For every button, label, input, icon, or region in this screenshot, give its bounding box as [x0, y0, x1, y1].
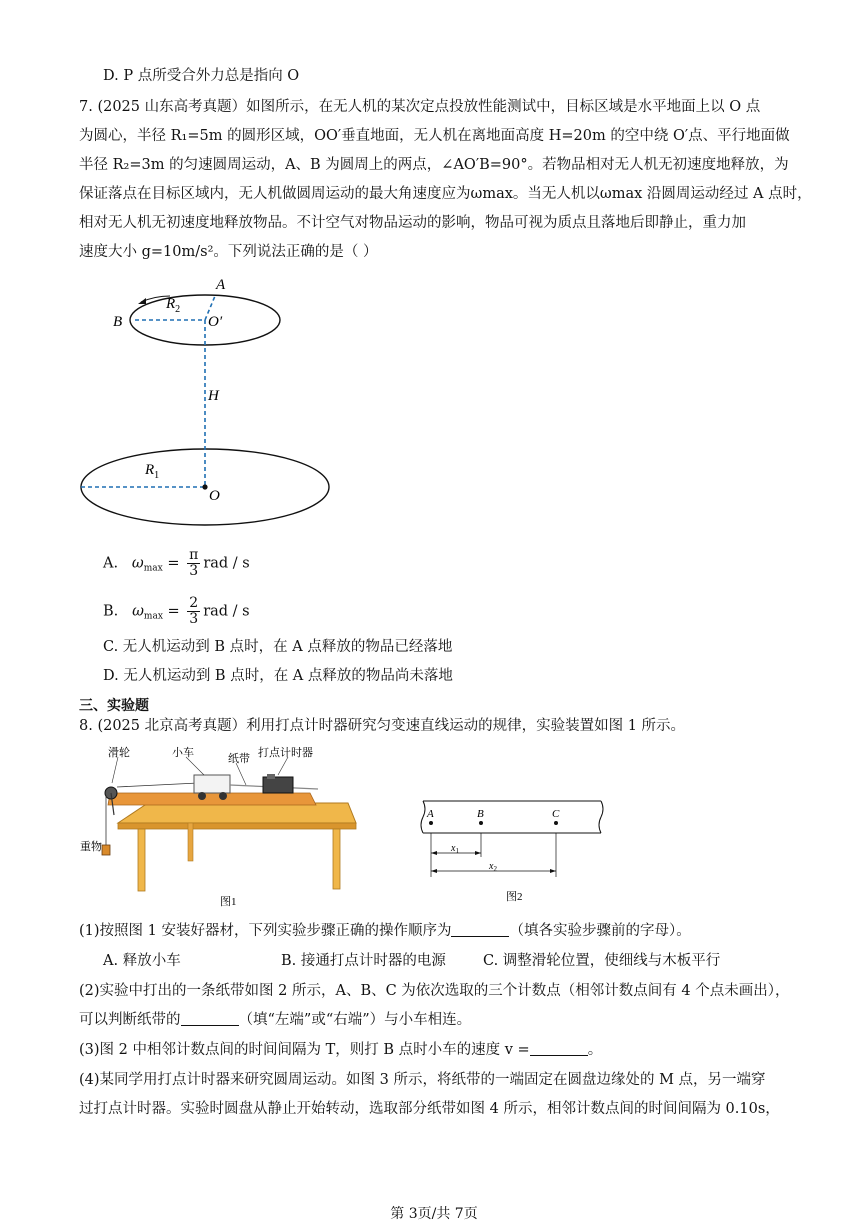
- wooden-board: [108, 793, 316, 805]
- point-c-dot: [554, 821, 558, 825]
- answer-blank-1[interactable]: [451, 922, 509, 937]
- q7-stem-line-4: 保证落点在目标区域内，无人机做圆周运动的最大角速度应为ωmax。当无人机以ωmax 沿圆周运动经过 A 点时，: [79, 186, 812, 202]
- answer-blank-2[interactable]: [181, 1011, 239, 1026]
- cart-wheel: [198, 792, 206, 800]
- q7-stem-line-5: 相对无人机无初速度地释放物品。不计空气对物品运动的影响，物品可视为质点且落地后即静止，重力加: [79, 215, 746, 231]
- arrow-head: [431, 869, 437, 873]
- label-pulley: 滑轮: [108, 747, 130, 759]
- figure-1-caption: 图1: [220, 896, 237, 908]
- q8-part-3: (3)图 2 中相邻计数点间的时间间隔为 T，则打 B 点时小车的速度 v = 。: [79, 1042, 603, 1058]
- section-title-experiment: 三、实验题: [79, 698, 149, 714]
- label-r2: $R_2$: [166, 296, 181, 315]
- arrow-head: [431, 851, 437, 855]
- q7-drone-orbit-diagram: [70, 270, 340, 530]
- q7-option-b: B. $\omega_{max}$ = $\frac{2}{3}$ rad / s: [103, 595, 250, 627]
- table-leg: [333, 829, 340, 889]
- label-oprime: O′: [208, 314, 223, 330]
- tape-left-tear: [421, 801, 425, 833]
- table-leg: [188, 823, 193, 861]
- leader-line: [236, 763, 246, 785]
- label-cart: 小车: [172, 747, 194, 759]
- timer-terminal: [267, 774, 275, 779]
- point-a-dot: [429, 821, 433, 825]
- q7-stem-line-1: 7. (2025 山东高考真题）如图所示，在无人机的某次定点投放性能测试中，目标区域是水平地面上以 O 点: [79, 99, 761, 115]
- string: [117, 783, 198, 787]
- table-top: [118, 803, 356, 823]
- q8-part-4-line-1: (4)某同学用打点计时器来研究圆周运动。如图 3 所示，将纸带的一端固定在圆盘边缘处的 M 点，另一端穿: [79, 1072, 766, 1088]
- figure-2-caption: 图2: [506, 891, 523, 903]
- q8-step-b: B. 接通打点计时器的电源: [281, 953, 446, 969]
- label-x1: $x_1$: [451, 843, 459, 855]
- arrow-head: [475, 851, 481, 855]
- label-a: A: [216, 277, 226, 293]
- rotation-arrow-head: [138, 298, 146, 304]
- label-r1: $R_1$: [145, 462, 160, 481]
- leader-line: [186, 757, 204, 775]
- q8-step-c: C. 调整滑轮位置，使细线与木板平行: [483, 953, 721, 969]
- q8-figure-1-apparatus: [78, 743, 368, 911]
- label-timer: 打点计时器: [258, 747, 313, 759]
- q8-part-2-line-1: (2)实验中打出的一条纸带如图 2 所示，A、B、C 为依次选取的三个计数点（相邻计数点间有 4 个点未画出），: [79, 983, 790, 999]
- q7-stem-line-3: 半径 R₂=3m 的匀速圆周运动，A、B 为圆周上的两点，∠AO′B=90°。若物品相对无人机无初速度地释放，为: [79, 157, 789, 173]
- label-o: O: [209, 488, 220, 504]
- answer-blank-3[interactable]: [530, 1041, 588, 1056]
- tape-right-tear: [599, 801, 603, 833]
- q7-option-a: A. $\omega_{max}$ = $\frac{\pi}{3}$ rad / s: [103, 547, 250, 579]
- hanging-weight-icon: [102, 845, 110, 855]
- cart-wheel: [219, 792, 227, 800]
- cart-body: [194, 775, 230, 793]
- label-tape: 纸带: [228, 753, 250, 765]
- page-footer: 第 3页/共 7页: [390, 1206, 478, 1222]
- q7-stem-line-2: 为圆心，半径 R₁=5m 的圆形区域，OO′垂直地面，无人机在离地面高度 H=20m 的空中绕 O′点、平行地面做: [79, 128, 790, 144]
- fraction-pi-over-3: $\frac{\pi}{3}$: [189, 547, 199, 579]
- leader-line: [112, 757, 118, 783]
- arrow-head: [550, 869, 556, 873]
- q7-option-d: D. 无人机运动到 B 点时，在 A 点释放的物品尚未落地: [103, 668, 453, 684]
- label-h: H: [208, 388, 219, 404]
- table-edge: [118, 823, 356, 829]
- q8-part-4-line-2: 过打点计时器。实验时圆盘从静止开始转动，选取部分纸带如图 4 所示，相邻计数点间的时间间隔为 0.10s，: [79, 1101, 780, 1117]
- ticker-timer-icon: [263, 777, 293, 793]
- label-b: B: [477, 808, 484, 820]
- q8-step-a: A. 释放小车: [103, 953, 181, 969]
- q8-part-1: (1)按照图 1 安装好器材，下列实验步骤正确的操作顺序为 （填各实验步骤前的字母）。: [79, 923, 691, 939]
- label-weight: 重物: [80, 841, 102, 853]
- q7-option-c: C. 无人机运动到 B 点时，在 A 点释放的物品已经落地: [103, 639, 453, 655]
- point-o: [202, 484, 207, 489]
- point-b-dot: [479, 821, 483, 825]
- label-x2: $x_2$: [489, 861, 497, 873]
- q8-part-2-line-2: 可以判断纸带的 （填“左端”或“右端”）与小车相连。: [79, 1012, 472, 1028]
- q8-stem-line-1: 8. (2025 北京高考真题）利用打点计时器研究匀变速直线运动的规律，实验装置如图 1 所示。: [79, 718, 686, 734]
- label-c: C: [552, 808, 560, 820]
- q7-stem-line-6: 速度大小 g=10m/s²。下列说法正确的是（ ）: [79, 244, 378, 260]
- fraction-2-over-3: $\frac{2}{3}$: [189, 595, 199, 627]
- q8-figure-2-tape: [415, 795, 615, 907]
- label-a: A: [427, 808, 434, 820]
- q6-option-d: D. P 点所受合外力总是指向 O: [103, 68, 300, 84]
- label-b: B: [113, 314, 123, 330]
- table-leg: [138, 829, 145, 891]
- leader-line: [278, 757, 288, 775]
